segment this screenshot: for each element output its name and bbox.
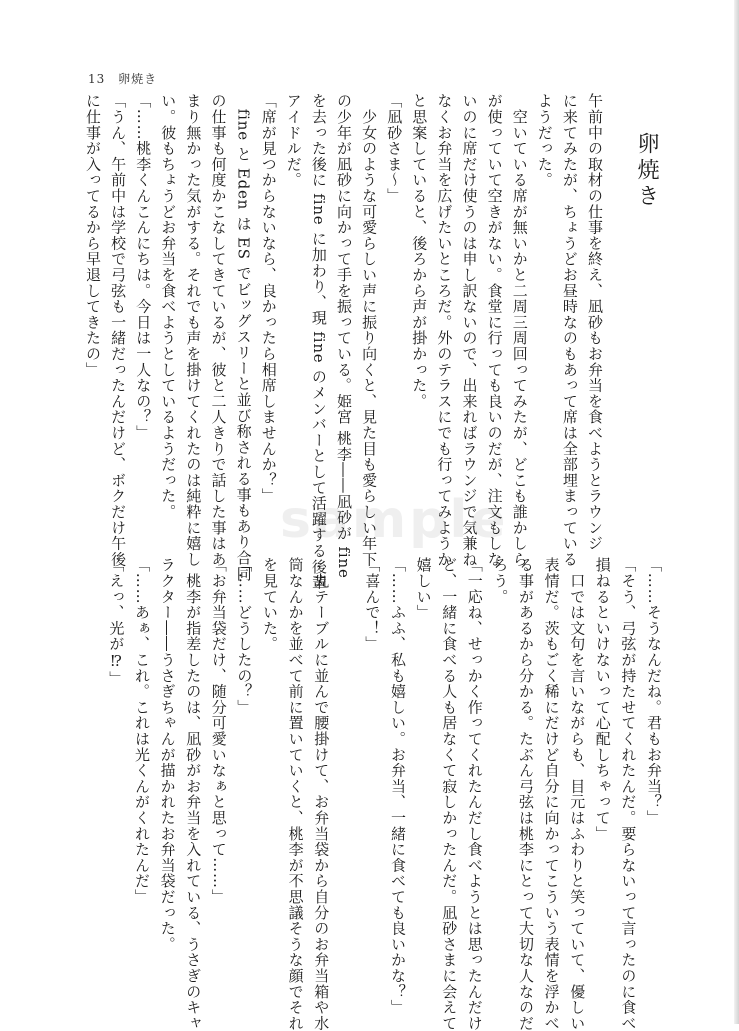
chapter-title: 卵焼き [634,132,659,210]
text-column: fine と Eden は ES でビッグスリーと並び称される事もあり合同 [234,93,253,582]
text-column: 表情だ。茨もごく稀にだけど自分に向かってこういう表情を浮かべ [542,557,561,1031]
text-column: を去った後に fine に加わり、現 fine のメンバーとして活躍する後輩 [309,93,328,591]
page-edge-shadow [734,0,739,1024]
text-column: 損ねるといけないって心配しちゃって」 [593,557,612,842]
page-number: 13 [88,72,106,86]
text-column: 「えっ、光が⁉」 [107,557,126,687]
text-column: る事があるから分かる。たぶん弓弦は桃李にとって大切な人なのだ [517,557,535,1031]
text-column: い。彼もちょうどお弁当を食べようとしているようだった。 [159,93,178,520]
running-header [88,70,157,87]
text-column: ようだった。 [535,93,554,188]
text-column: 桃李が指差したのは、凪砂がお弁当を入れている、うさぎのキャ [184,557,203,1031]
text-column: を見ていた。 [261,557,279,652]
text-column: の仕事も何度かこなしてきているが、彼と二人きりで話した事はあ [209,93,228,567]
text-column: 「うん、午前中は学校で弓弦も一緒だったんだけど、ボクだけ午後 [109,93,128,567]
text-column: いのに席だけ使うのは申し訳ないので、出来ればラウンジで気兼ね [460,93,479,567]
text-column: の少年が凪砂に向かって手を振っている。姫宮 桃李――凪砂が fine [335,93,353,579]
text-column: 「そう、弓弦が持たせてくれたんだ。要らないって言ったのに食べ [619,557,638,1031]
text-column: 口では文句を言いながらも、目元はふわりと笑っていて、優しい [568,557,587,1031]
text-column: ろう。 [491,557,510,605]
text-column: 「……どうしたの？」 [235,557,254,715]
chapter-header-title: 卵焼き [118,72,158,86]
text-column: に仕事が入ってるから早退してきたの」 [84,93,102,378]
text-column: 「……あぁ、これ。これは光くんがくれたんだ」 [133,557,151,905]
text-column: ラクター――うさぎちゃんが描かれたお弁当袋だった。 [158,557,177,952]
text-column: が使っていて空きがない。食堂に行っても良いのだが、注文もしな [485,93,504,567]
text-column: なくお弁当を広げたいところだ。外のテラスにでも行ってみようか [435,93,454,567]
text-column: 「……桃李くんこんにちは。今日は一人なの？」 [134,93,153,441]
text-column: 「凪砂さま〜」 [385,93,404,204]
text-column: に来てみたが、ちょうどお昼時なのもあって席は全部埋まっている [560,93,579,567]
text-column: 丸テーブルに並んで腰掛けて、お弁当袋から自分のお弁当箱や水 [312,557,331,1031]
text-column: 「……ふふ、私も嬉しい。お弁当、一緒に食べても良いかな？」 [389,557,407,1016]
text-column: と思案していると、後ろから声が掛かった。 [410,93,429,409]
text-column: 「お弁当袋だけ、随分可愛いなぁと思って……」 [209,557,228,905]
text-column: 「一応ね、せっかく作ってくれたんだし食べようとは思ったんだけ [465,557,484,1031]
text-column: ど、一緒に食べる人も居なくて寂しかったんだ。凪砂さまに会えて [440,557,459,1031]
text-column: まり無かった気がする。それでも声を掛けてくれたのは純粋に嬉し [184,93,203,567]
text-column: 「席が見つからないなら、良かったら相席しませんか？」 [259,93,278,504]
text-column: 午前中の取材の仕事を終え、凪砂もお弁当を食べようとラウンジ [586,93,604,552]
sample-watermark: sample [280,490,509,550]
text-column: 少女のような可愛らしい声に振り向くと、見た目も愛らしい年下 [360,93,379,567]
text-column: 嬉しい」 [414,557,433,621]
text-column: 「喜んで！」 [363,557,382,652]
text-column: 空いている席が無いかと二周三周回ってみたが、どこも誰かしら [510,93,529,567]
text-column: 「……そうなんだね。君もお弁当？」 [645,557,663,826]
text-column: 筒なんかを並べて前に置いていくと、桃李が不思議そうな顔でそれ [286,557,305,1031]
text-column: アイドルだ。 [284,93,303,188]
